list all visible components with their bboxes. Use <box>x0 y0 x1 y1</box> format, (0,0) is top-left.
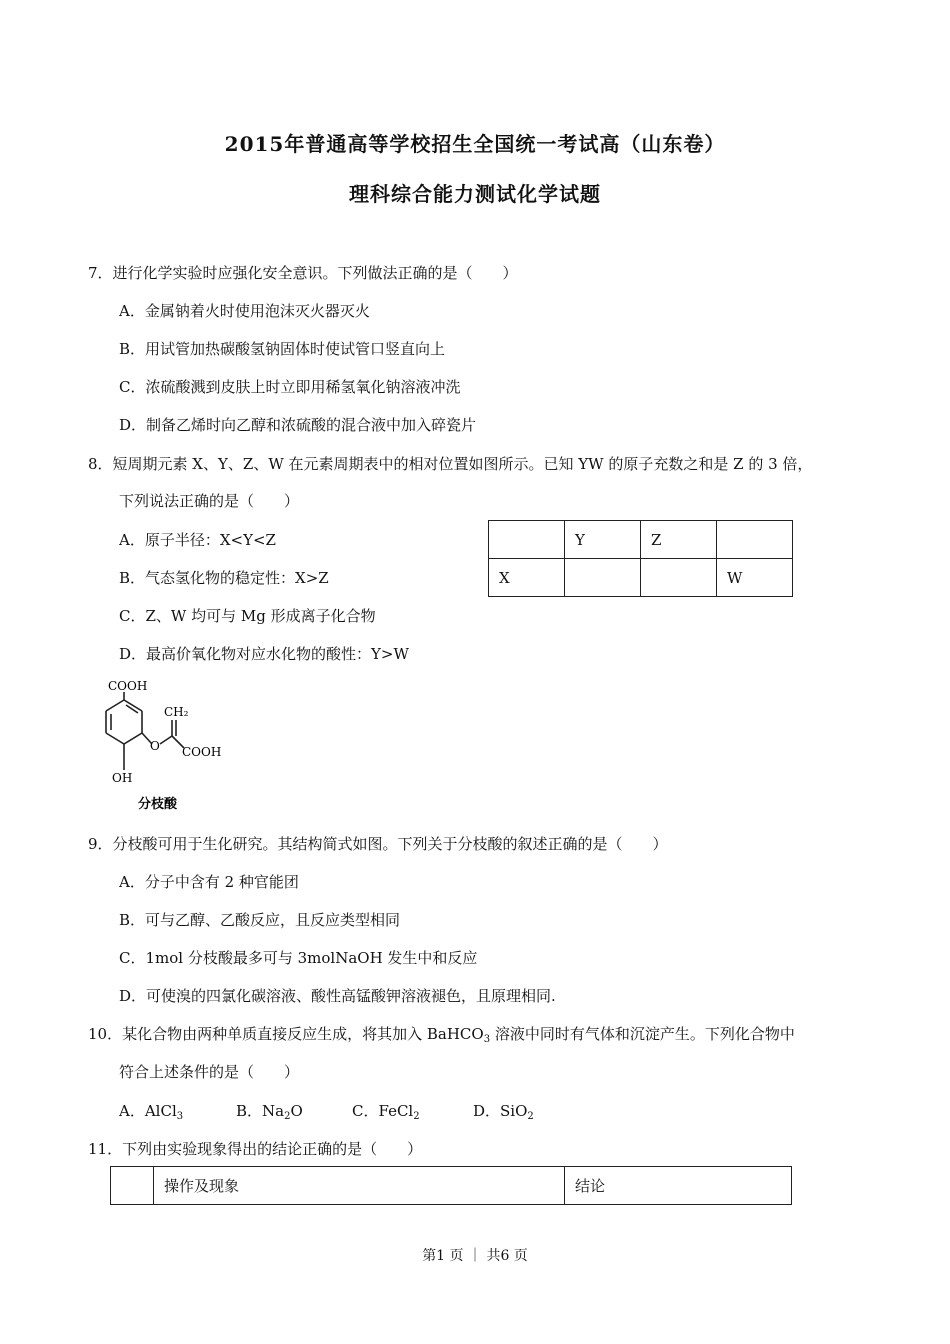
q10-option-b <box>236 1100 303 1121</box>
q11-col3-header: 结论 <box>565 1167 792 1205</box>
exam-title: 2015年普通高等学校招生全国统一考试高（山东卷） <box>224 132 726 156</box>
q9-option-d: D．可使溴的四氯化碳溶液、酸性高锰酸钾溶液褪色，且原理相同. <box>119 987 556 1005</box>
q9-option-c: C．1mol 分枝酸最多可与 3molNaOH 发生中和反应 <box>119 949 478 967</box>
q9-option-a: A．分子中含有 2 种官能团 <box>119 873 299 891</box>
q9-stem: 9．分枝酸可用于生化研究。其结构简式如图。下列关于分枝酸的叙述正确的是（ ） <box>88 835 668 853</box>
q10-stem-b: 溶液中同时有气体和沉淀产生。下列化合物中 <box>490 1025 795 1043</box>
page-footer: 第1 页 ｜ 共6 页 <box>422 1248 528 1264</box>
q10-stem-a: 10．某化合物由两种单质直接反应生成，将其加入 BaHCO <box>88 1025 484 1043</box>
cooh-side-label: COOH <box>182 745 222 759</box>
cell-r2c4: W <box>717 559 793 597</box>
q10-option-b-text: B．Na <box>236 1102 285 1120</box>
oxygen-label: O <box>150 739 160 753</box>
q11-col2-header: 操作及现象 <box>154 1167 565 1205</box>
cell-r2c1: X <box>489 559 565 597</box>
chorismic-acid-structure <box>92 678 232 813</box>
molecule-caption: 分枝酸 <box>138 797 178 812</box>
q10-option-c-text: C．FeCl <box>352 1102 414 1120</box>
q10-option-d <box>473 1100 534 1121</box>
q10-option-d-sub: 2 <box>527 1111 534 1122</box>
q10-option-b-sub: 2 <box>284 1111 291 1122</box>
double-bond <box>126 705 138 713</box>
cell-r1c3: Z <box>641 521 717 559</box>
q10-option-d-text: D．SiO <box>473 1102 528 1120</box>
q11-stem: 11．下列由实验现象得出的结论正确的是（ ） <box>88 1140 423 1158</box>
cell-r1c4 <box>717 521 793 559</box>
q8-option-a: A．原子半径：X<Y<Z <box>119 531 276 549</box>
bond <box>106 700 124 711</box>
q8-option-b: B．气态氢化物的稳定性：X>Z <box>119 569 329 587</box>
q7-stem: 7．进行化学实验时应强化安全意识。下列做法正确的是（ ） <box>88 264 518 282</box>
q10-option-a-sub: 3 <box>176 1111 184 1122</box>
q10-stem-sub: 3 <box>483 1034 491 1045</box>
q10-option-b-tail: O <box>290 1102 303 1120</box>
bond <box>124 733 142 744</box>
cell-r1c2: Y <box>565 521 641 559</box>
cell-r2c3 <box>641 559 717 597</box>
q11-col1-header <box>111 1167 154 1205</box>
q9-option-b: B．可与乙醇、乙酸反应，且反应类型相同 <box>119 911 401 929</box>
cooh-top-label: COOH <box>108 679 148 693</box>
q7-option-a: A．金属钠着火时使用泡沫灭火器灭火 <box>119 302 370 320</box>
q10-option-c <box>352 1100 420 1121</box>
bond <box>160 736 172 744</box>
q8-stem: 8．短周期元素 X、Y、Z、W 在元素周期表中的相对位置如图所示。已知 YW 的原子充数之和是 Z 的 3 倍， <box>88 455 813 473</box>
q7-option-d: D．制备乙烯时向乙醇和浓硫酸的混合液中加入碎瓷片 <box>119 416 477 434</box>
q7-option-c: C．浓硫酸溅到皮肤上时立即用稀氢氧化钠溶液冲洗 <box>119 378 461 396</box>
periodic-table-fragment <box>488 520 793 597</box>
ch2-label: CH₂ <box>164 705 189 719</box>
q11-table <box>110 1166 792 1205</box>
q8-stem-cont: 下列说法正确的是（ ） <box>119 492 300 510</box>
q8-option-c: C．Z、W 均可与 Mg 形成离子化合物 <box>119 607 376 625</box>
exam-subtitle: 理科综合能力测试化学试题 <box>349 182 601 206</box>
cell-r1c1 <box>489 521 565 559</box>
q10-option-c-sub: 2 <box>413 1111 420 1122</box>
q10-option-a <box>119 1100 183 1121</box>
bond <box>106 733 124 744</box>
q7-option-b: B．用试管加热碳酸氢钠固体时使试管口竖直向上 <box>119 340 446 358</box>
cell-r2c2 <box>565 559 641 597</box>
oh-label: OH <box>112 771 133 785</box>
q8-option-d: D．最高价氧化物对应水化物的酸性：Y>W <box>119 645 409 663</box>
q10-stem-cont: 符合上述条件的是（ ） <box>119 1063 300 1081</box>
q10-stem <box>88 1023 795 1044</box>
q10-option-a-text: A．AlCl <box>119 1102 177 1120</box>
